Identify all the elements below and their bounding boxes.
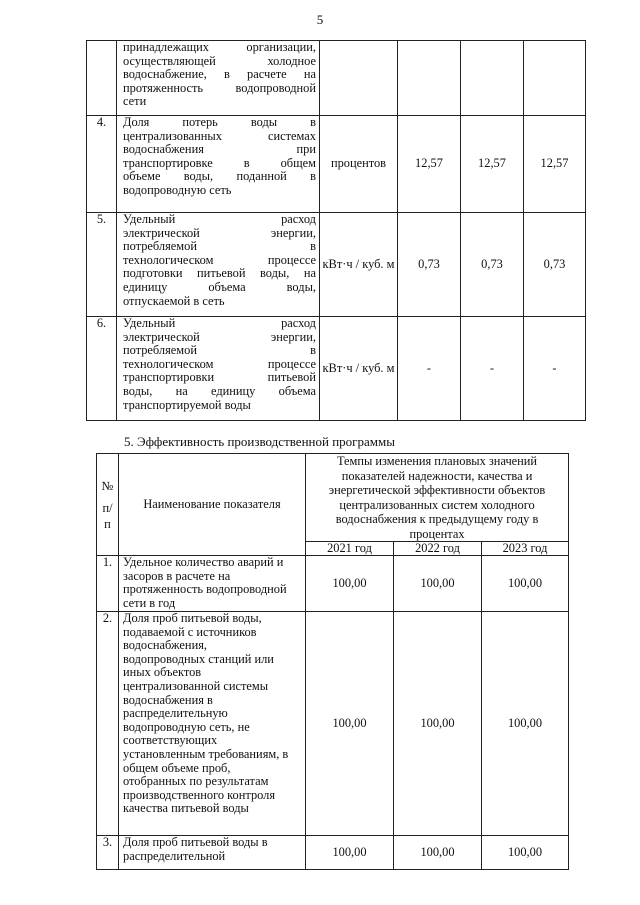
indicator-name-line: объеме воды, поданной в <box>123 169 316 184</box>
value-2022: 12,57 <box>461 116 524 213</box>
table-row <box>97 556 569 612</box>
unit-cell: процентов <box>320 116 398 213</box>
indicator-name <box>117 41 320 116</box>
value-2023: - <box>524 317 586 421</box>
indicator-name-line: общем объеме проб, <box>123 760 231 775</box>
value-2021: 12,57 <box>398 116 461 213</box>
indicator-name-line: распределительной <box>123 848 226 863</box>
row-number: 4. <box>87 116 117 213</box>
value-cell: 100,00 <box>394 612 482 836</box>
row-number: 5. <box>87 213 117 317</box>
indicator-name-line: отобранных по результатам <box>123 774 269 789</box>
indicator-name-line: подаваемой с источников <box>123 624 257 639</box>
table-row <box>87 317 586 421</box>
indicator-name-line: транспортировки питьевой <box>123 370 316 385</box>
indicator-name-line: технологическом процессе <box>123 356 316 371</box>
indicator-name-line: технологическом процессе <box>123 252 316 267</box>
indicator-name-line: протяженность водопроводной <box>123 80 316 95</box>
indicator-name <box>117 116 320 213</box>
indicator-name-line: засоров в расчете на <box>123 568 231 583</box>
header-year: 2023 год <box>482 542 569 556</box>
indicator-name-line: воды, на единицу объема <box>123 383 316 398</box>
row-number: 3. <box>97 836 119 870</box>
indicator-name <box>119 612 306 836</box>
table-row <box>87 116 586 213</box>
header-year: 2021 год <box>306 542 394 556</box>
value-cell: 100,00 <box>482 556 569 612</box>
indicator-name-line: Удельный расход <box>123 316 316 330</box>
header-number-line: п/ <box>102 500 113 515</box>
indicator-name-line: водоснабжения в <box>123 692 213 707</box>
value-2022 <box>461 41 524 116</box>
indicator-name-line: централизованной системы <box>123 678 269 693</box>
section-title: 5. Эффективность производственной программы <box>124 434 395 449</box>
indicator-name <box>119 836 306 870</box>
value-2023 <box>524 41 586 116</box>
value-2022: - <box>461 317 524 421</box>
indicator-name-line: осуществляющей холодное <box>123 53 316 68</box>
unit-cell: кВт·ч / куб. м <box>320 317 398 421</box>
indicator-name-line: распределительную <box>123 706 228 721</box>
indicator-name <box>117 317 320 421</box>
indicator-name <box>119 556 306 612</box>
indicators-table-continued <box>86 40 586 421</box>
page-number: 5 <box>316 12 324 27</box>
indicator-name-line: производственного контроля <box>123 787 276 802</box>
indicator-name-line: электрической энергии, <box>123 329 316 344</box>
indicator-name-line: Удельное количество аварий и <box>123 555 284 569</box>
row-number: 2. <box>97 612 119 836</box>
value-2021: - <box>398 317 461 421</box>
indicator-name-line: Удельный расход <box>123 212 316 226</box>
indicator-name-line: сети <box>123 94 147 109</box>
indicator-name-line: Доля потерь воды в <box>123 115 316 129</box>
header-number-cell <box>97 454 119 556</box>
value-cell: 100,00 <box>306 612 394 836</box>
indicator-name-line: принадлежащих организации, <box>123 40 316 54</box>
header-number-line: п <box>104 516 111 531</box>
indicator-name-line: водоснабжение, в расчете на <box>123 67 316 82</box>
efficiency-table <box>96 453 569 870</box>
indicator-name-line: единицу объема воды, <box>123 279 316 294</box>
indicator-name-line: потребляемой в <box>123 343 316 358</box>
indicator-name-line: протяженность водопроводной <box>123 582 287 597</box>
value-2023: 0,73 <box>524 213 586 317</box>
indicator-name-line: водопроводную сеть, не <box>123 719 250 734</box>
table-row <box>87 213 586 317</box>
value-cell: 100,00 <box>394 556 482 612</box>
indicator-name-line: водоснабжения при <box>123 142 316 157</box>
indicator-name <box>117 213 320 317</box>
indicator-name-line: электрической энергии, <box>123 225 316 240</box>
table-row <box>97 612 569 836</box>
indicator-name-line: водопроводную сеть <box>123 182 232 197</box>
value-2023: 12,57 <box>524 116 586 213</box>
indicator-name-line: водопроводных станций или <box>123 651 274 666</box>
indicator-name-line: Доля проб питьевой воды в <box>123 835 268 849</box>
value-2021: 0,73 <box>398 213 461 317</box>
value-cell: 100,00 <box>482 836 569 870</box>
indicator-name-line: подготовки питьевой воды, на <box>123 266 316 281</box>
header-number-line: № <box>101 478 114 493</box>
value-cell: 100,00 <box>306 836 394 870</box>
value-cell: 100,00 <box>394 836 482 870</box>
row-number: 1. <box>97 556 119 612</box>
value-cell: 100,00 <box>482 612 569 836</box>
unit-cell: кВт·ч / куб. м <box>320 213 398 317</box>
value-2022: 0,73 <box>461 213 524 317</box>
indicator-name-line: транспортировке в общем <box>123 155 316 170</box>
row-number: 6. <box>87 317 117 421</box>
indicator-name-line: установленным требованиям, в <box>123 746 289 761</box>
indicator-name-line: потребляемой в <box>123 239 316 254</box>
header-year: 2022 год <box>394 542 482 556</box>
value-2021 <box>398 41 461 116</box>
indicator-name-line: иных объектов <box>123 665 202 680</box>
indicator-name-line: качества питьевой воды <box>123 801 249 816</box>
indicator-name-line: отпускаемой в сеть <box>123 293 225 308</box>
unit-cell <box>320 41 398 116</box>
table-row <box>87 41 586 116</box>
table-row <box>97 836 569 870</box>
indicator-name-line: соответствующих <box>123 733 218 748</box>
header-name-cell: Наименование показателя <box>119 454 306 556</box>
header-group-cell: Темпы изменения плановых значений показателей надежности, качества и энергетической эффективности объектов централизованных систем холодного водоснабжения к предыдущему году в процентах <box>306 454 569 542</box>
value-cell: 100,00 <box>306 556 394 612</box>
indicator-name-line: Доля проб питьевой воды, <box>123 611 262 625</box>
indicator-name-line: транспортируемой воды <box>123 397 251 412</box>
indicator-name-line: сети в год <box>123 595 176 610</box>
indicator-name-line: водоснабжения, <box>123 638 207 653</box>
row-number <box>87 41 117 116</box>
indicator-name-line: централизованных системах <box>123 128 316 143</box>
